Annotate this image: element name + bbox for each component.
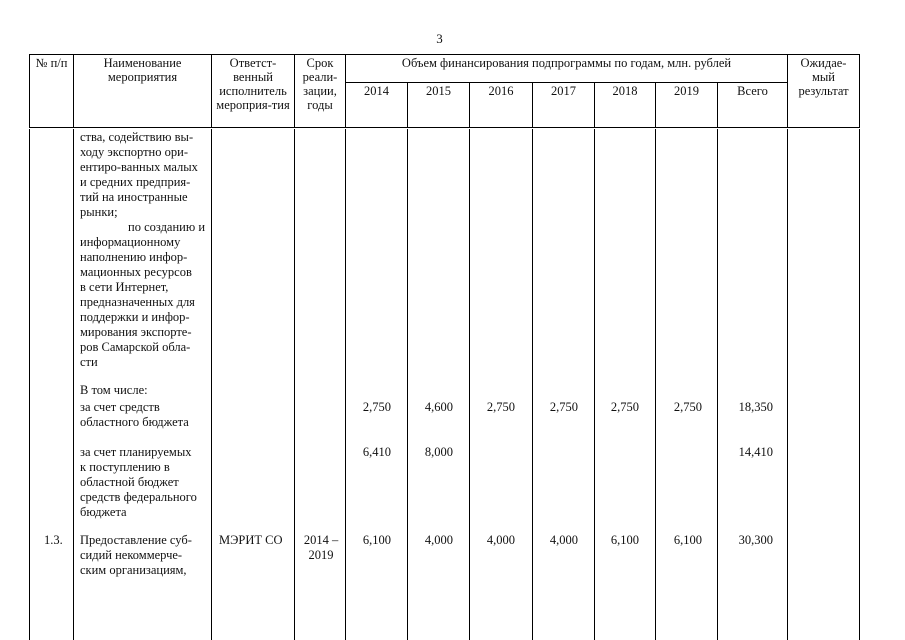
column-border bbox=[73, 129, 74, 640]
column-border bbox=[211, 129, 212, 640]
including-label: В том числе: bbox=[80, 383, 148, 397]
value-cell: 6,100 bbox=[673, 533, 702, 547]
header-total: Всего bbox=[718, 83, 788, 128]
value-cell: 2,750 bbox=[362, 400, 391, 414]
item-term: 2014 – 2019 bbox=[303, 533, 339, 562]
value-cell: 6,100 bbox=[362, 533, 391, 547]
item-number: 1.3. bbox=[44, 533, 63, 547]
value-cell: 4,000 bbox=[549, 533, 578, 547]
federal-budget-label: за счет планируемых к поступлению в областной бюджет средств федерального бюджета bbox=[80, 445, 197, 519]
page-number: 3 bbox=[436, 31, 443, 46]
header-result: Ожидае-мый результат bbox=[788, 55, 860, 128]
header-term: Срок реали-зации, годы bbox=[295, 55, 346, 128]
value-cell: 4,000 bbox=[424, 533, 453, 547]
header-year: 2018 bbox=[595, 83, 656, 128]
column-border bbox=[532, 129, 533, 640]
column-border bbox=[345, 129, 346, 640]
column-border bbox=[407, 129, 408, 640]
value-cell: 4,600 bbox=[424, 400, 453, 414]
column-border bbox=[469, 129, 470, 640]
column-border bbox=[787, 129, 788, 640]
header-year: 2014 bbox=[346, 83, 408, 128]
table-header bbox=[29, 54, 860, 128]
item-name: Предоставление суб- сидий некоммерче- ским организациям, bbox=[80, 533, 192, 577]
value-cell: 6,100 bbox=[610, 533, 639, 547]
value-cell: 2,750 bbox=[610, 400, 639, 414]
value-cell: 6,410 bbox=[362, 445, 391, 459]
value-cell: 2,750 bbox=[673, 400, 702, 414]
value-cell: 2,750 bbox=[486, 400, 515, 414]
value-cell: 2,750 bbox=[549, 400, 578, 414]
value-cell: 8,000 bbox=[424, 445, 453, 459]
header-year: 2015 bbox=[408, 83, 470, 128]
column-border bbox=[717, 129, 718, 640]
header-name: Наименование мероприятия bbox=[74, 55, 212, 128]
header-num: № п/п bbox=[30, 55, 74, 128]
column-border bbox=[29, 129, 30, 640]
total-cell: 18,350 bbox=[738, 400, 773, 414]
item-responsible: МЭРИТ СО bbox=[219, 533, 283, 547]
header-responsible: Ответст-венный исполнитель мероприя-тия bbox=[212, 55, 295, 128]
header-year: 2016 bbox=[470, 83, 533, 128]
regional-budget-label: за счет средств областного бюджета bbox=[80, 400, 189, 429]
header-year: 2019 bbox=[656, 83, 718, 128]
continued-name-text: ства, содействию вы- ходу экспортно ори- ентиро-ванных малых и средних предприя- тий на иностранные рынки; по созданию и информационному наполнению инфор- мационных ресурсов в сети Интернет, предназначенных для поддержки и инфор- мирования экспорте- ров Самарской обла- сти bbox=[80, 130, 206, 369]
total-cell: 30,300 bbox=[738, 533, 773, 547]
total-cell: 14,410 bbox=[738, 445, 773, 459]
column-border bbox=[594, 129, 595, 640]
value-cell: 4,000 bbox=[486, 533, 515, 547]
header-year: 2017 bbox=[533, 83, 595, 128]
column-border bbox=[294, 129, 295, 640]
column-border bbox=[859, 129, 860, 640]
column-border bbox=[655, 129, 656, 640]
header-funding: Объем финансирования подпрограммы по годам, млн. рублей bbox=[346, 55, 788, 83]
